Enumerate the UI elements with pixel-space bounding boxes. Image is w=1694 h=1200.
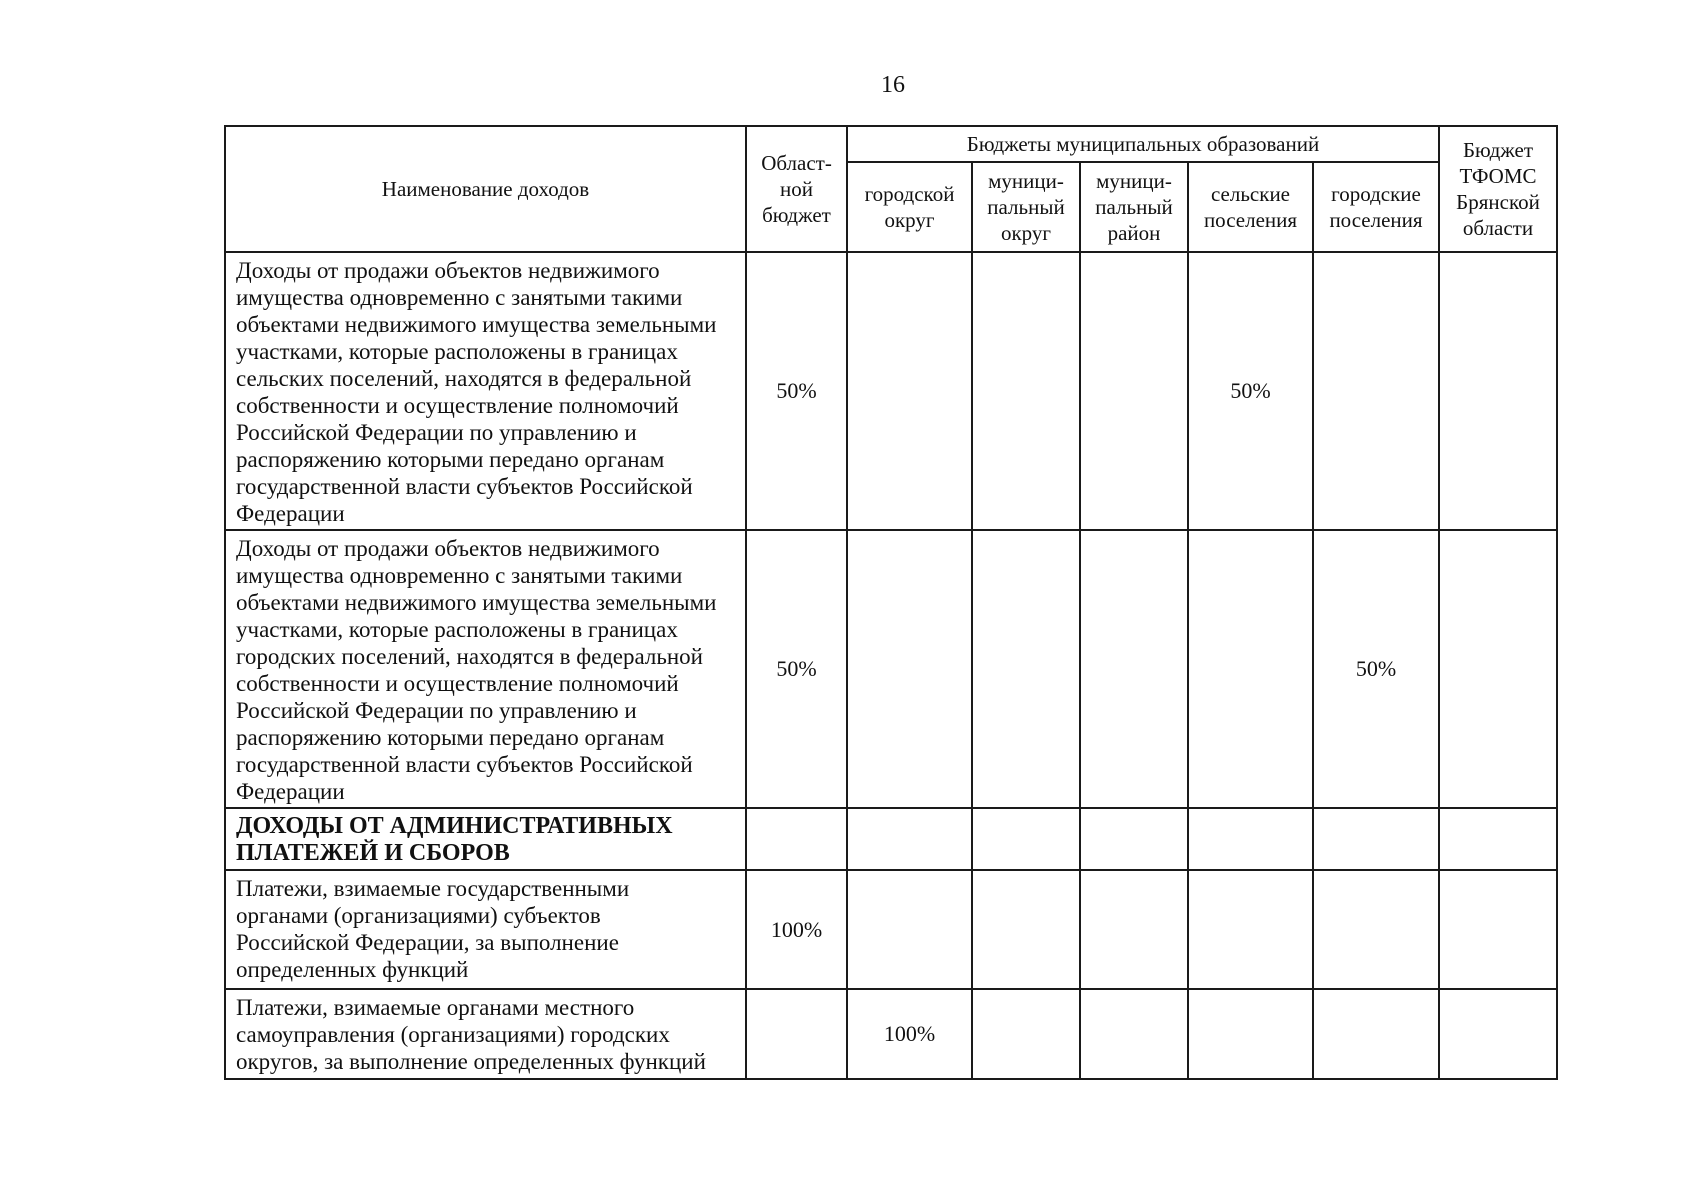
share-cell	[1313, 252, 1439, 530]
share-cell	[847, 808, 972, 870]
share-cell	[972, 870, 1080, 989]
table-row	[225, 530, 1557, 808]
share-cell	[1439, 870, 1557, 989]
share-cell	[1439, 530, 1557, 808]
share-cell: 50%	[746, 252, 847, 530]
table-body	[225, 252, 1557, 1079]
share-cell	[1439, 252, 1557, 530]
share-cell	[972, 252, 1080, 530]
share-cell	[746, 808, 847, 870]
share-cell	[1188, 989, 1313, 1079]
header-city-district: городской округ	[847, 162, 972, 252]
share-cell	[1439, 808, 1557, 870]
income-name-cell: Платежи, взимаемые органами местного самоуправления (организациями) городских округов, за выполнение определенных функций	[225, 989, 746, 1079]
header-income-name: Наименование доходов	[225, 126, 746, 252]
table-row	[225, 252, 1557, 530]
share-cell: 50%	[1313, 530, 1439, 808]
share-cell	[1080, 808, 1188, 870]
share-cell	[847, 252, 972, 530]
header-rural-settlements: сельские поселения	[1188, 162, 1313, 252]
share-cell	[1313, 870, 1439, 989]
header-municipal-raion: муници- пальный район	[1080, 162, 1188, 252]
share-cell	[1080, 870, 1188, 989]
share-cell	[1080, 530, 1188, 808]
table-row	[225, 989, 1557, 1079]
share-cell: 50%	[1188, 252, 1313, 530]
share-cell	[1188, 870, 1313, 989]
share-cell	[1313, 808, 1439, 870]
share-cell	[1439, 989, 1557, 1079]
income-name-cell: Доходы от продажи объектов недвижимого имущества одновременно с занятыми такими объектами недвижимого имущества земельными участками, которые расположены в границах городских поселений, находятся в федеральной собственности и осуществление полномочий Российской Федерации по управлению и распоряжению которыми передано органам государственной власти субъектов Российской Федерации	[225, 530, 746, 808]
page-number: 16	[881, 72, 905, 98]
header-regional-budget: Област- ной бюджет	[746, 126, 847, 252]
share-cell: 100%	[746, 870, 847, 989]
share-cell	[847, 870, 972, 989]
share-cell: 100%	[847, 989, 972, 1079]
share-cell	[972, 530, 1080, 808]
share-cell	[1188, 530, 1313, 808]
share-cell	[1080, 989, 1188, 1079]
income-name-cell: Платежи, взимаемые государственными органами (организациями) субъектов Российской Федерации, за выполнение определенных функций	[225, 870, 746, 989]
revenue-distribution-table	[224, 125, 1558, 1080]
income-name-cell: ДОХОДЫ ОТ АДМИНИСТРАТИВНЫХ ПЛАТЕЖЕЙ И СБОРОВ	[225, 808, 746, 870]
income-name-cell: Доходы от продажи объектов недвижимого имущества одновременно с занятыми такими объектами недвижимого имущества земельными участками, которые расположены в границах сельских поселений, находятся в федеральной собственности и осуществление полномочий Российской Федерации по управлению и распоряжению которыми передано органам государственной власти субъектов Российской Федерации	[225, 252, 746, 530]
table-row	[225, 870, 1557, 989]
share-cell: 50%	[746, 530, 847, 808]
header-municipal-budgets: Бюджеты муниципальных образований	[847, 126, 1439, 162]
share-cell	[746, 989, 847, 1079]
share-cell	[1080, 252, 1188, 530]
share-cell	[1188, 808, 1313, 870]
table-row	[225, 808, 1557, 870]
share-cell	[847, 530, 972, 808]
share-cell	[972, 989, 1080, 1079]
header-urban-settlements: городские поселения	[1313, 162, 1439, 252]
share-cell	[1313, 989, 1439, 1079]
header-tfoms-budget: Бюджет ТФОМС Брянской области	[1439, 126, 1557, 252]
share-cell	[972, 808, 1080, 870]
header-municipal-okrug: муници- пальный округ	[972, 162, 1080, 252]
